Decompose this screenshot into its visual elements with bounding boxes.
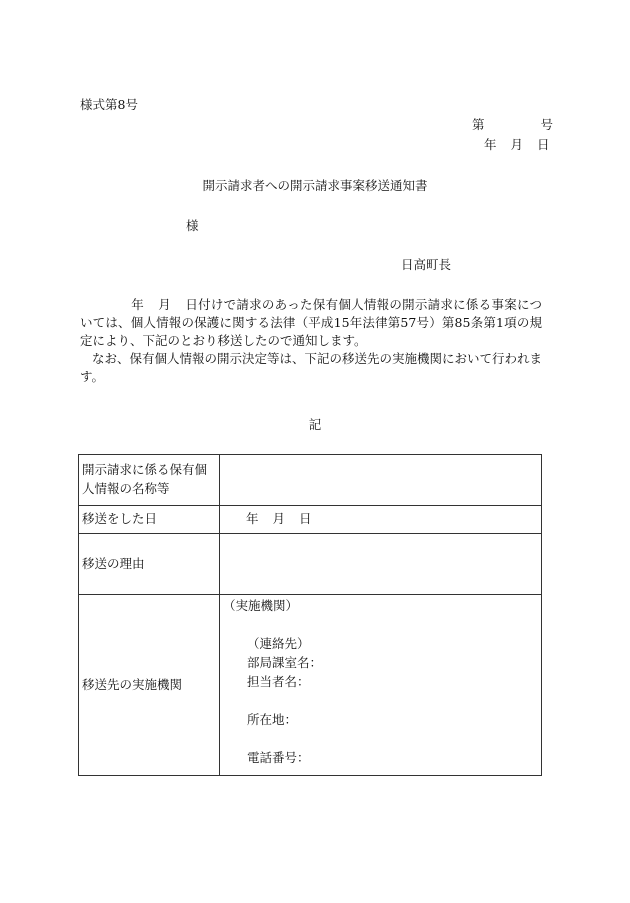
destination-contact: （連絡先） <box>247 636 310 651</box>
info-name-value <box>220 455 542 506</box>
transfer-date-value <box>220 506 542 534</box>
doc-no-prefix: 第 <box>472 117 485 132</box>
paragraph-1 <box>80 296 542 350</box>
transfer-reason-label: 移送の理由 <box>79 534 220 595</box>
transfer-date-label: 移送をした日 <box>79 506 220 534</box>
doc-no-suffix: 号 <box>540 117 554 132</box>
destination-phone: 電話番号： <box>247 750 310 765</box>
form-number: 様式第8号 <box>80 97 138 112</box>
addressee: 様 <box>186 218 199 233</box>
ki-heading: 記 <box>308 417 322 432</box>
destination-org: （実施機関） <box>223 598 299 613</box>
paragraph-2: なお、保有個人情報の開示決定等は、下記の移送先の実施機関において行われます。 <box>80 350 543 384</box>
notice-body <box>80 296 542 385</box>
transfer-month: 月 <box>272 511 286 527</box>
date-month: 月 <box>510 137 524 152</box>
document-date <box>484 137 550 154</box>
destination-person: 担当者名： <box>247 674 310 689</box>
table-row <box>79 506 542 534</box>
table-row <box>79 595 542 776</box>
destination-value <box>220 595 542 776</box>
document-number <box>472 117 553 134</box>
table-row <box>79 455 542 506</box>
transfer-info-table <box>78 454 542 776</box>
transfer-day: 日 <box>299 511 312 527</box>
destination-dept: 部局課室名： <box>247 655 323 670</box>
body-year: 年 <box>131 297 145 312</box>
table-row <box>79 534 542 595</box>
info-name-label: 開示請求に係る保有個人情報の名称等 <box>79 455 220 506</box>
document-title: 開示請求者への開示請求事案移送通知書 <box>202 178 428 193</box>
transfer-year: 年 <box>246 511 259 527</box>
date-day: 日 <box>537 137 550 152</box>
body-month: 月 <box>158 297 172 312</box>
transfer-reason-value <box>220 534 542 595</box>
destination-address: 所在地： <box>247 712 298 727</box>
sender: 日高町長 <box>401 257 452 272</box>
paragraph-1-text: 日付けで請求のあった保有個人情報の開示請求に係る事案については、個人情報の保護に関する法律（平成15年法律第57号）第85条第1項の規定により、下記のとおり移送したので通知します。 <box>80 297 542 348</box>
destination-label: 移送先の実施機関 <box>79 595 220 776</box>
date-year: 年 <box>484 137 497 152</box>
